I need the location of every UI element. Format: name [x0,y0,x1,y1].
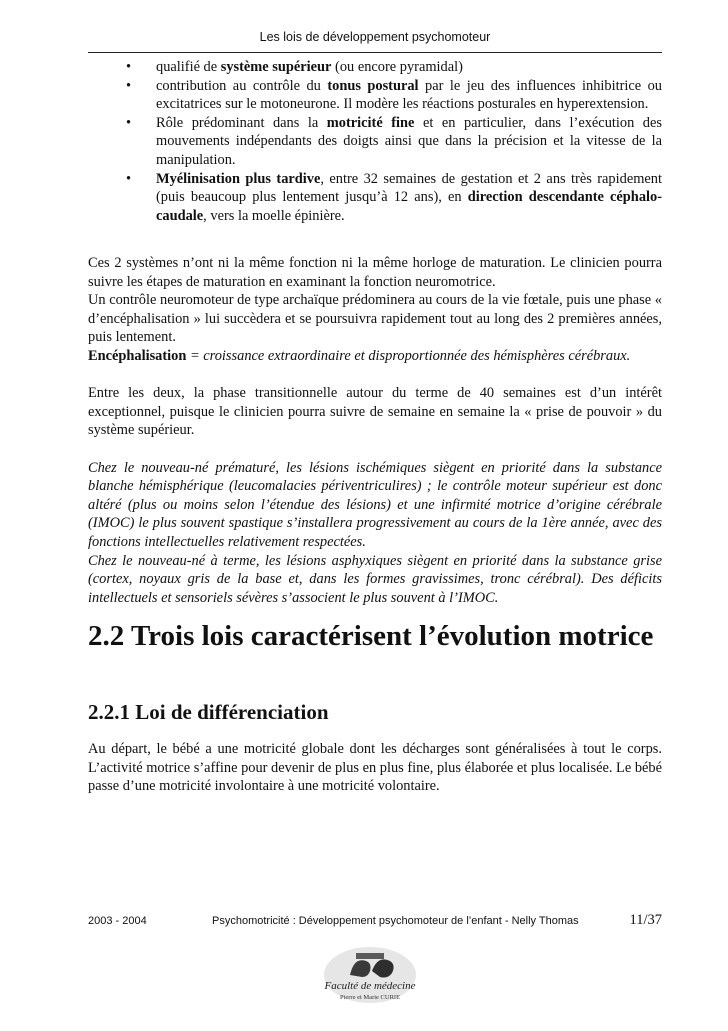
logo-line1: Faculté de médecine [324,980,416,992]
bullet-item [88,77,662,114]
page-number: 11/37 [629,912,662,928]
bullet-text: par le jeu des influences inhibitrice ou excitatrices sur le motoneurone. Il modère les réactions posturales en hyperextension. [156,77,662,113]
bullet-bold-term: motricité fine [326,114,415,131]
bullet-marker: • [126,170,132,187]
running-header [88,30,662,53]
definition-encephalisation: = croissance extraordinaire et disproportionnée des hémisphères cérébraux. [186,347,631,364]
bullet-marker: • [126,77,132,94]
footer-year: 2003 - 2004 [88,915,147,927]
paragraph-transition: Entre les deux, la phase transitionnelle autour du terme de 40 semaines est d’un intérêt exceptionnel, puisque le clinicien pourra suivre de semaine en semaine la « prise de pouvoir » du système supérieur. [88,385,662,439]
bullet-list [88,58,662,225]
bullet-bold-term: Myélinisation plus tardive [156,170,321,187]
paragraph-systems: Ces 2 systèmes n’ont ni la même fonction ni la même horloge de maturation. Le clinicien pourra suivre les étapes de maturation en examinant la fonction neuromotrice. [88,255,662,290]
paragraph-control: Un contrôle neuromoteur de type archaïque prédominera au cours de la vie fœtale, puis une phase « d’encéphalisation » lui succèdera et se poursuivra rapidement tout au long des 2 premières années, puis lentement. [88,292,662,346]
bullet-item [88,170,662,226]
bullet-block [88,58,662,225]
bullet-bold-term: direction descendante céphalo-caudale [156,189,662,224]
paragraph-term-newborn: Chez le nouveau-né à terme, les lésions asphyxiques siègent en priorité dans la substance grise (cortex, noyaux gris de la base et, dans les formes gravissimes, tronc cérébral). Des déficits intellectuels et sensoriels sévères s’associent le plus souvent à l’IMOC. [88,552,662,606]
footer-course: Psychomotricité : Développement psychomoteur de l’enfant - Nelly Thomas [212,915,579,927]
logo-line2: Pierre et Marie CURIE [339,994,401,1001]
page-footer [88,912,662,932]
bullet-text: (ou encore pyramidal) [331,59,463,75]
header-title: Les lois de développement psychomoteur [259,30,491,44]
paragraph-differentiation: Au départ, le bébé a une motricité globale dont les décharges sont généralisées à tout le corps. L’activité motrice s’affine pour devenir de plus en plus fine, plus élaborée et plus localisée. Le bébé passe d’une motricité involontaire à une motricité volontaire. [88,741,662,795]
bullet-item [88,58,662,77]
subsection-heading: 2.2.1 Loi de différenciation [88,700,329,724]
term-encephalisation: Encéphalisation [88,347,187,364]
paragraph-encephalisation [88,347,662,366]
bullet-text: et en particulier, dans l’exécution des mouvements indépendants des doigts ainsi que dans la précision et la vitesse de la manipulation. [156,114,662,168]
bullet-bold-term: tonus postural [327,77,419,94]
faculty-logo [310,945,430,1007]
bullet-text: , vers la moelle épinière. [203,207,345,224]
faculty-logo-emblem [310,945,430,1007]
bullet-text: qualifié de [156,59,221,75]
bullet-marker: • [126,59,132,75]
bullet-text: Rôle prédominant dans la [156,114,327,131]
bullet-marker: • [126,114,132,131]
bullet-text: contribution au contrôle du [156,77,328,94]
paragraph-premature: Chez le nouveau-né prématuré, les lésions ischémiques siègent en priorité dans la substance blanche hémisphérique (leucomalacies périventriculires) ; le contrôle moteur supérieur est donc altéré (plus ou moins selon l’étendue des lésions) et une infirmité motrice d’origine cérébrale (IMOC) le plus souvent spastique s’installera progressivement au cours de la 1ère année, avec des fonctions intellectuelles relativement respectées. [88,459,662,550]
subsection-text [88,740,662,796]
bullet-item [88,114,662,170]
section-heading: 2.2 Trois lois caractérisent l’évolution motrice [88,620,654,652]
bullet-bold-term: système supérieur [220,59,332,75]
main-text [88,254,662,607]
bullet-text: , entre 32 semaines de gestation et 2 ans très rapidement (puis beaucoup plus lentement jusqu’à 12 ans), en [156,170,662,206]
